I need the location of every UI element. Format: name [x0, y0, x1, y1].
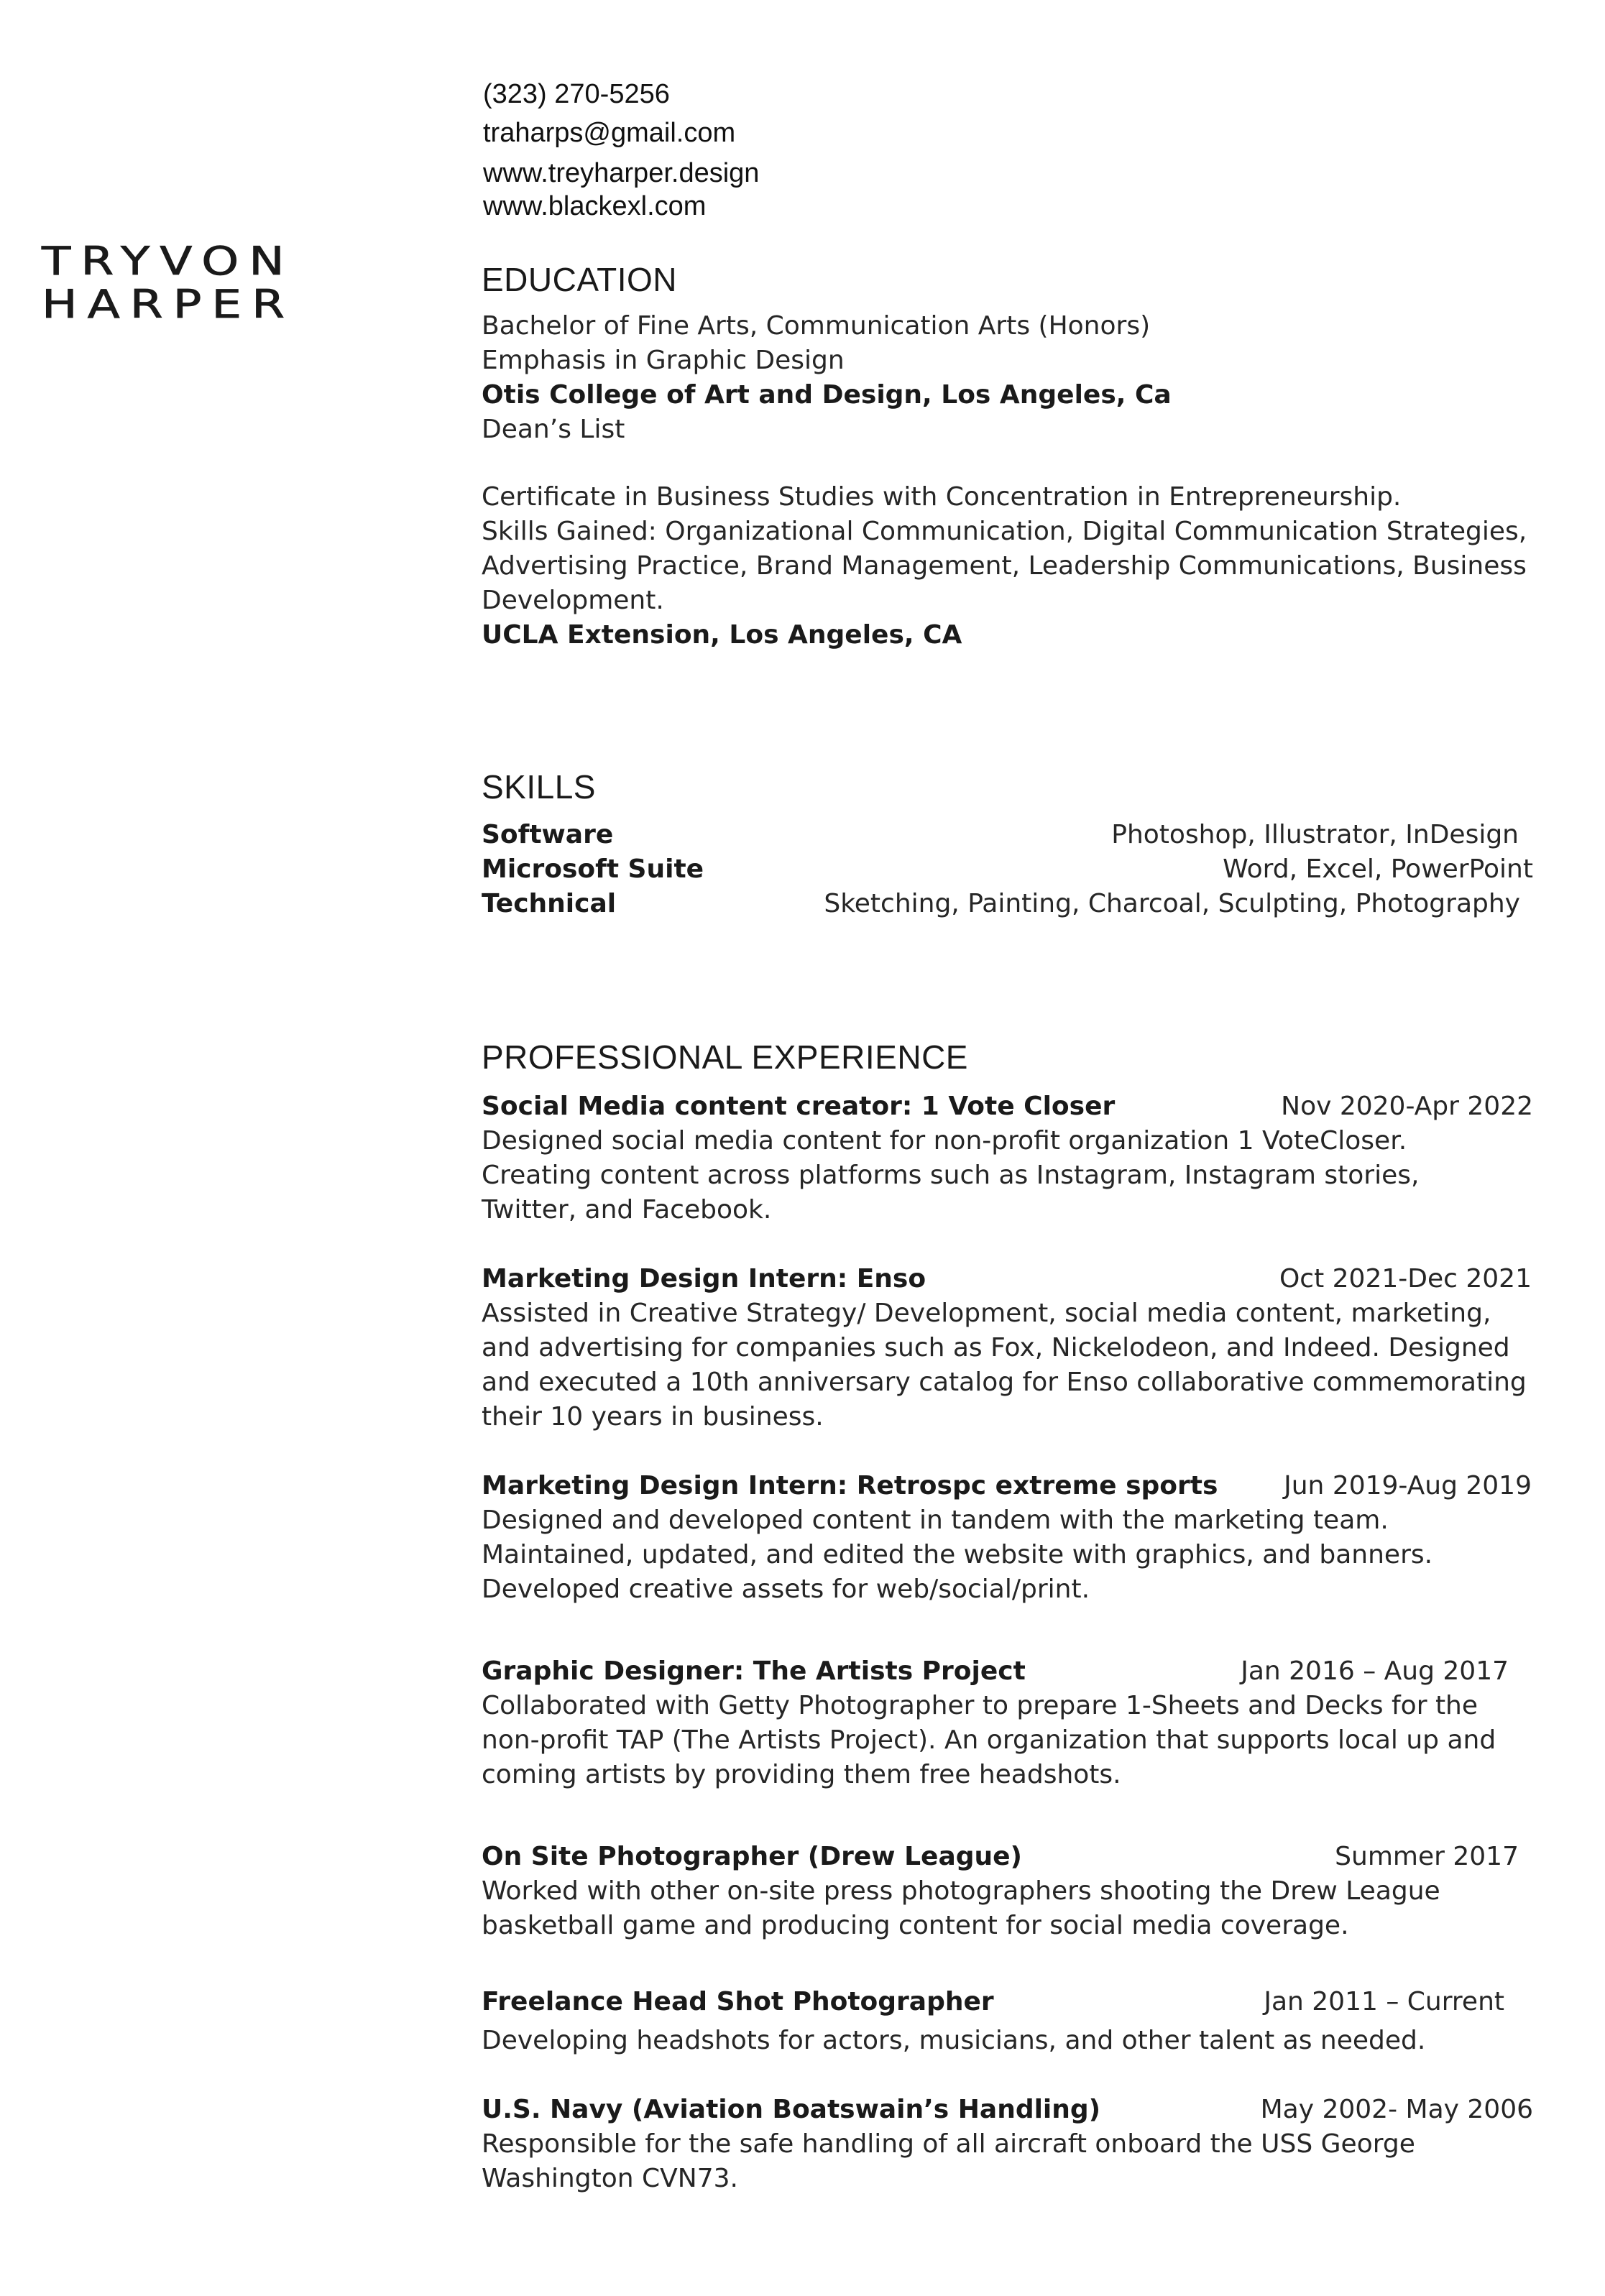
job-title: Freelance Head Shot Photographer [482, 1987, 994, 2016]
job-description-line: and advertising for companies such as Fox, Nickelodeon, and Indeed. Designed [482, 1333, 1510, 1363]
skill-value-technical: Sketching, Painting, Charcoal, Sculpting, Photography [824, 889, 1520, 918]
job-dates: Jan 2016 – Aug 2017 [1241, 1656, 1509, 1686]
education-heading: EDUCATION [482, 261, 677, 298]
website-link-primary[interactable]: www.treyharper.design [483, 158, 760, 188]
job-dates: Summer 2017 [1335, 1842, 1519, 1871]
website-link-secondary[interactable]: www.blackexl.com [483, 191, 707, 221]
skill-label-software: Software [482, 820, 614, 849]
certificate-school: UCLA Extension, Los Angeles, CA [482, 620, 962, 650]
job-title: On Site Photographer (Drew League) [482, 1842, 1023, 1871]
certificate-line: Certificate in Business Studies with Concentration in Entrepreneurship. [482, 482, 1402, 512]
education-emphasis: Emphasis in Graphic Design [482, 346, 845, 375]
job-title: Marketing Design Intern: Enso [482, 1264, 926, 1294]
job-description-line: and executed a 10th anniversary catalog for Enso collaborative commemorating [482, 1368, 1527, 1397]
job-dates: May 2002- May 2006 [1260, 2095, 1533, 2124]
job-title: Graphic Designer: The Artists Project [482, 1656, 1026, 1686]
job-dates: Nov 2020-Apr 2022 [1281, 1092, 1533, 1121]
skill-label-microsoft: Microsoft Suite [482, 854, 704, 884]
job-description-line: Collaborated with Getty Photographer to prepare 1-Sheets and Decks for the [482, 1691, 1478, 1720]
job-dates: Jun 2019-Aug 2019 [1284, 1471, 1532, 1500]
certificate-line: Advertising Practice, Brand Management, Leadership Communications, Business [482, 551, 1527, 581]
experience-heading: PROFESSIONAL EXPERIENCE [482, 1038, 968, 1076]
name-first: TRYVON [42, 239, 295, 285]
education-degree: Bachelor of Fine Arts, Communication Arts (Honors) [482, 311, 1151, 341]
education-honor: Dean’s List [482, 415, 625, 444]
certificate-line: Development. [482, 586, 664, 615]
job-description-line: Worked with other on-site press photographers shooting the Drew League [482, 1876, 1440, 1906]
job-description-line: Maintained, updated, and edited the website with graphics, and banners. [482, 1540, 1433, 1569]
job-title: Social Media content creator: 1 Vote Closer [482, 1092, 1116, 1121]
job-description-line: basketball game and producing content for social media coverage. [482, 1911, 1349, 1940]
job-title: Marketing Design Intern: Retrospc extreme sports [482, 1471, 1218, 1500]
job-description-line: Washington CVN73. [482, 2164, 738, 2193]
skill-value-software: Photoshop, Illustrator, InDesign [1111, 820, 1519, 849]
job-description-line: Assisted in Creative Strategy/ Development, social media content, marketing, [482, 1299, 1491, 1328]
job-description-line: Designed and developed content in tandem with the marketing team. [482, 1506, 1389, 1535]
job-dates: Jan 2011 – Current [1264, 1987, 1504, 2016]
phone-number: (323) 270-5256 [483, 79, 670, 109]
job-description-line: coming artists by providing them free headshots. [482, 1760, 1121, 1789]
job-dates: Oct 2021-Dec 2021 [1279, 1264, 1532, 1294]
job-description-line: Responsible for the safe handling of all aircraft onboard the USS George [482, 2129, 1415, 2159]
education-school: Otis College of Art and Design, Los Angeles, Ca [482, 380, 1172, 410]
skill-value-microsoft: Word, Excel, PowerPoint [1223, 854, 1533, 884]
email-address[interactable]: traharps@gmail.com [483, 118, 736, 148]
job-description-line: Creating content across platforms such as Instagram, Instagram stories, [482, 1161, 1420, 1190]
job-description-line: non-profit TAP (The Artists Project). An organization that supports local up and [482, 1725, 1496, 1755]
skills-heading: SKILLS [482, 768, 596, 806]
certificate-line: Skills Gained: Organizational Communication, Digital Communication Strategies, [482, 517, 1527, 546]
job-description-line: Designed social media content for non-profit organization 1 VoteCloser. [482, 1126, 1407, 1156]
job-description-line: Twitter, and Facebook. [482, 1195, 772, 1225]
job-title: U.S. Navy (Aviation Boatswain’s Handling) [482, 2095, 1101, 2124]
name-last: HARPER [42, 282, 295, 328]
job-description-line: their 10 years in business. [482, 1402, 824, 1431]
job-description-line: Developed creative assets for web/social/print. [482, 1575, 1090, 1604]
job-description-line: Developing headshots for actors, musicians, and other talent as needed. [482, 2026, 1426, 2055]
skill-label-technical: Technical [482, 889, 617, 918]
